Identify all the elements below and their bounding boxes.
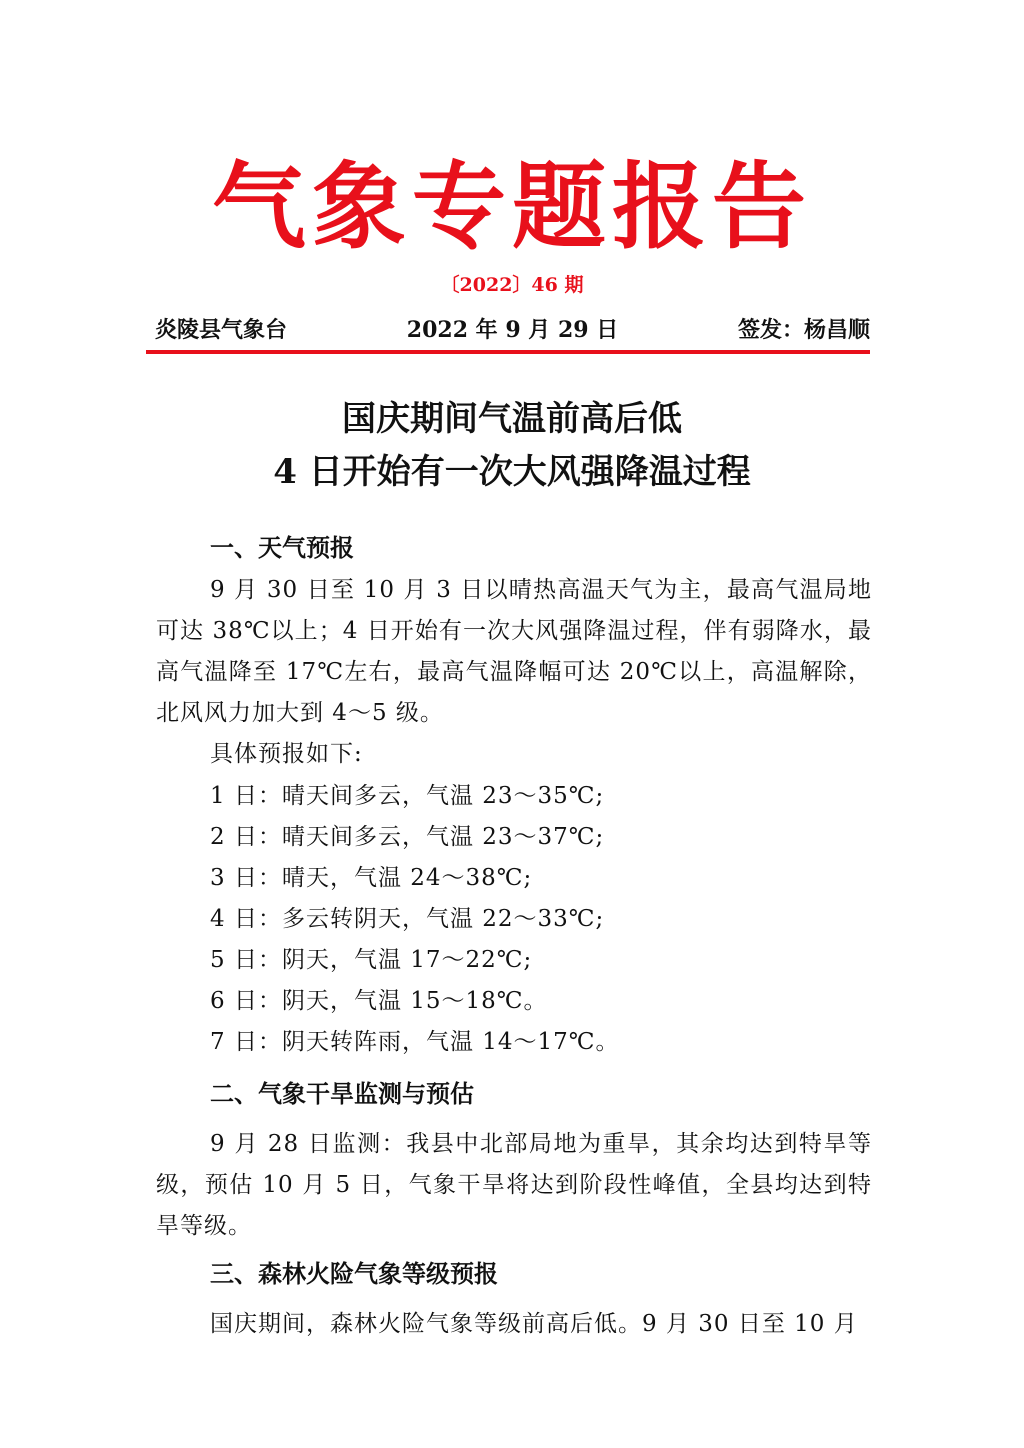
issue-number: 〔2022〕46 期 bbox=[440, 274, 584, 296]
section-heading-weather-forecast: 一、天气预报 bbox=[210, 534, 354, 562]
header-meta-row bbox=[155, 313, 870, 347]
list-item bbox=[210, 817, 620, 858]
report-title-line-1: 国庆期间气温前高后低 bbox=[342, 399, 682, 439]
signer: 签发：杨昌顺 bbox=[737, 317, 870, 343]
list-item bbox=[210, 899, 620, 940]
forecast-intro: 具体预报如下: bbox=[210, 741, 363, 767]
forecast-day: 5 日： bbox=[210, 947, 282, 973]
section-heading-forest-fire: 三、森林火险气象等级预报 bbox=[210, 1260, 498, 1288]
forecast-day: 6 日： bbox=[210, 988, 282, 1014]
issuer: 炎陵县气象台 bbox=[155, 317, 288, 343]
forecast-text: 多云转阴天，气温 22～33℃; bbox=[281, 906, 605, 932]
list-item bbox=[210, 940, 620, 981]
forecast-day: 4 日： bbox=[210, 906, 282, 932]
forest-fire-paragraph: 国庆期间，森林火险气象等级前高后低。9 月 30 日至 10 月 bbox=[210, 1311, 858, 1337]
daily-forecast-list bbox=[210, 776, 620, 1063]
list-item bbox=[210, 776, 620, 817]
forecast-day: 2 日： bbox=[210, 824, 282, 850]
forecast-day: 7 日： bbox=[210, 1029, 282, 1055]
header-divider bbox=[146, 350, 870, 354]
report-title-line-2: 4 日开始有一次大风强降温过程 bbox=[273, 452, 751, 492]
forecast-text: 阴天转阵雨，气温 14～17℃。 bbox=[281, 1029, 620, 1055]
masthead-title: 气象专题报告 bbox=[211, 153, 812, 262]
forecast-text: 晴天间多云，气温 23～37℃; bbox=[281, 824, 605, 850]
section-heading-drought: 二、气象干旱监测与预估 bbox=[210, 1080, 474, 1108]
list-item bbox=[210, 858, 620, 899]
drought-paragraph: 9 月 28 日监测：我县中北部局地为重旱，其余均达到特旱等级，预估 10 月 5 日，气象干旱将达到阶段性峰值，全县均达到特旱等级。 bbox=[156, 1131, 872, 1239]
forecast-text: 晴天，气温 24～38℃; bbox=[281, 865, 533, 891]
forecast-text: 阴天，气温 17～22℃; bbox=[281, 947, 533, 973]
forecast-text: 阴天，气温 15～18℃。 bbox=[281, 988, 548, 1014]
weather-forecast-paragraph: 9 月 30 日至 10 月 3 日以晴热高温天气为主，最高气温局地可达 38℃以上；4 日开始有一次大风强降温过程，伴有弱降水，最高气温降至 17℃左右，最高气温降幅可达 20℃以上，高温解除，北风风力加大到 4～5 级。 bbox=[156, 577, 872, 726]
forecast-day: 3 日： bbox=[210, 865, 282, 891]
list-item bbox=[210, 1022, 620, 1063]
issue-date: 2022 年 9 月 29 日 bbox=[406, 317, 619, 343]
list-item bbox=[210, 981, 620, 1022]
forecast-day: 1 日： bbox=[210, 783, 282, 809]
forecast-text: 晴天间多云，气温 23～35℃; bbox=[281, 783, 605, 809]
